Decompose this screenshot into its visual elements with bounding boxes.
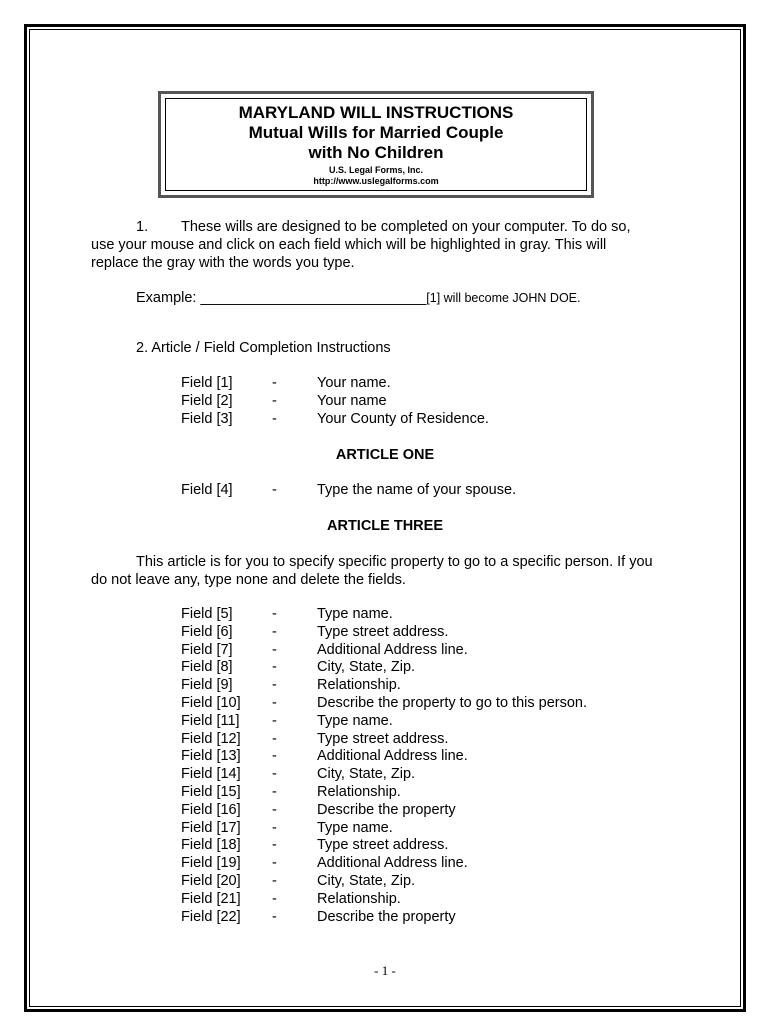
company-url: http://www.uslegalforms.com: [313, 176, 439, 186]
field-description: Describe the property to go to this person.: [317, 694, 588, 711]
field-description: Type street address.: [317, 623, 449, 640]
section-2-heading: 2. Article / Field Completion Instructions: [136, 340, 391, 356]
field-label: Field [1]: [181, 375, 233, 391]
field-dash: -: [272, 748, 277, 765]
field-label: Field [4]: [181, 482, 233, 498]
field-description: Relationship.: [317, 783, 401, 800]
document-subtitle-2: with No Children: [308, 143, 444, 162]
field-dash: -: [272, 819, 277, 836]
field-label: Field [20]: [181, 872, 241, 889]
article-three-para-line-1: This article is for you to specify specific property to go to a specific person. If you: [136, 554, 653, 570]
field-dash: -: [272, 712, 277, 729]
field-description: Type name.: [317, 712, 393, 729]
title-box: [165, 98, 587, 191]
field-label: Field [11]: [181, 712, 240, 729]
field-description: Describe the property: [317, 801, 456, 818]
document-subtitle: Mutual Wills for Married Couple: [248, 123, 504, 142]
example-label: Example: ____________________________: [136, 290, 427, 306]
field-description: City, State, Zip.: [317, 766, 416, 783]
field-dash: -: [272, 801, 277, 818]
field-label: Field [2]: [181, 392, 233, 409]
example-row: [136, 289, 581, 307]
field-dash: -: [272, 641, 277, 658]
company-name: U.S. Legal Forms, Inc.: [328, 165, 424, 175]
field-dash: -: [272, 766, 277, 783]
field-label: Field [6]: [181, 623, 233, 640]
field-dash: -: [272, 392, 277, 409]
field-label: Field [3]: [181, 410, 233, 427]
field-description: City, State, Zip.: [317, 872, 416, 889]
field-description: Your County of Residence.: [317, 410, 489, 427]
field-description: Additional Address line.: [317, 748, 468, 765]
field-description: Your name.: [317, 375, 391, 391]
field-dash: -: [272, 855, 277, 872]
field-dash: -: [272, 908, 277, 925]
article-three-heading: ARTICLE THREE: [327, 518, 443, 534]
field-dash: -: [272, 410, 277, 427]
field-dash: -: [272, 694, 277, 711]
article-one-heading: ARTICLE ONE: [335, 447, 435, 463]
field-dash: -: [272, 730, 277, 747]
field-label: Field [22]: [181, 908, 241, 925]
document-title: MARYLAND WILL INSTRUCTIONS: [238, 103, 514, 122]
field-label: Field [21]: [181, 890, 241, 907]
field-label: Field [18]: [181, 837, 241, 854]
field-label: Field [19]: [181, 855, 241, 872]
field-dash: -: [272, 837, 277, 854]
field-description: City, State, Zip.: [317, 659, 416, 676]
field-description: Additional Address line.: [317, 855, 468, 872]
intro-line-2: use your mouse and click on each field which will be highlighted in gray. This will: [91, 237, 607, 253]
field-label: Field [17]: [181, 819, 241, 836]
field-dash: -: [272, 677, 277, 694]
field-dash: -: [272, 375, 277, 391]
page-number: - 1 -: [374, 963, 396, 978]
field-dash: -: [272, 783, 277, 800]
example-suffix: [1] will become JOHN DOE.: [426, 291, 581, 305]
field-label: Field [16]: [181, 801, 241, 818]
field-description: Type street address.: [317, 837, 449, 854]
field-dash: -: [272, 659, 277, 676]
field-dash: -: [272, 623, 277, 640]
field-label: Field [14]: [181, 766, 241, 783]
intro-line-3: replace the gray with the words you type.: [91, 255, 355, 271]
field-description: Your name: [317, 392, 387, 409]
field-dash: -: [272, 482, 277, 498]
field-description: Type the name of your spouse.: [317, 482, 517, 498]
field-description: Type name.: [317, 819, 393, 836]
field-description: Additional Address line.: [317, 641, 468, 658]
field-description: Type name.: [317, 606, 393, 622]
field-dash: -: [272, 606, 277, 622]
field-description: Relationship.: [317, 677, 401, 694]
field-label: Field [15]: [181, 783, 241, 800]
field-description: Type street address.: [317, 730, 449, 747]
field-label: Field [12]: [181, 730, 241, 747]
field-label: Field [8]: [181, 659, 233, 676]
field-label: Field [9]: [181, 677, 233, 694]
intro-number: 1.: [136, 219, 149, 235]
field-dash: -: [272, 890, 277, 907]
article-three-para-line-2: do not leave any, type none and delete the fields.: [91, 572, 406, 588]
field-label: Field [10]: [181, 694, 241, 711]
field-dash: -: [272, 872, 277, 889]
field-label: Field [13]: [181, 748, 241, 765]
field-label: Field [5]: [181, 606, 233, 622]
field-label: Field [7]: [181, 641, 233, 658]
intro-line-1: These wills are designed to be completed on your computer. To do so,: [181, 219, 631, 235]
field-description: Relationship.: [317, 890, 401, 907]
field-description: Describe the property: [317, 908, 456, 925]
